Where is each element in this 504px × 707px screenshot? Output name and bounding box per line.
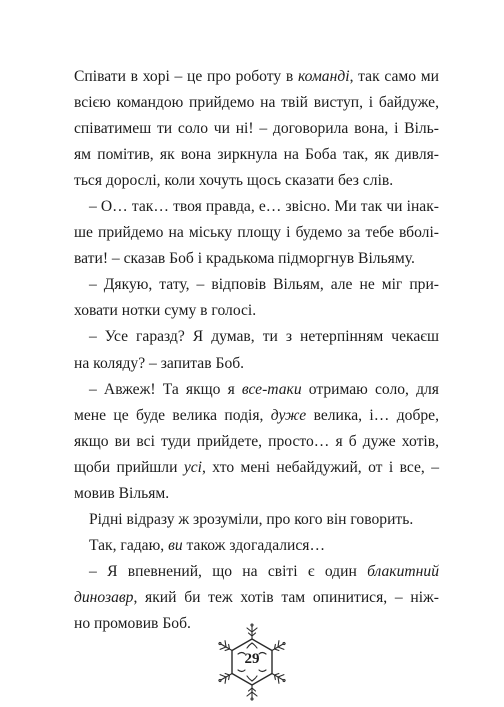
text-segment: ям помітив, як вона зиркнула на Боба так, як дивля-	[74, 146, 439, 164]
italic-text: дуже	[270, 406, 307, 424]
text-segment: мене це буде велика подія,	[74, 406, 271, 424]
text-segment: ше прийдемо на міську площу і будемо за тебе вболі-	[74, 224, 439, 242]
italic-text: блакитний	[367, 562, 439, 580]
italic-text: динозавр	[74, 588, 134, 606]
text-segment: мовив Вільям.	[74, 484, 170, 502]
text-segment: щоби прийшли	[74, 458, 184, 476]
text-segment: , який би теж хотів там опинитися, – ніж-	[133, 588, 439, 606]
text-segment: ховати нотки суму в голосі.	[74, 302, 257, 320]
text-segment: також здогадалися…	[182, 536, 326, 554]
text-segment: співатимеш ти соло чи ні! – договорила вона, і Віль-	[74, 120, 439, 138]
text-line	[74, 429, 439, 455]
body-text	[74, 64, 439, 637]
text-segment: , так само ми	[349, 68, 439, 85]
text-segment: Рідні відразу ж зрозуміли, про кого він говорить.	[89, 510, 414, 528]
text-line	[74, 507, 439, 533]
text-segment: ться дорослі, коли хочуть щось сказати без слів.	[74, 172, 394, 190]
text-line	[74, 90, 439, 116]
page-number: 29	[244, 651, 260, 667]
text-line	[74, 533, 439, 559]
text-line	[74, 142, 439, 168]
italic-text: команді	[297, 68, 350, 85]
text-line	[74, 324, 439, 350]
text-segment: Співати в хорі – це про роботу в	[74, 68, 298, 85]
text-line	[74, 168, 439, 194]
text-line	[74, 455, 439, 481]
text-segment: якщо ви всі туди прийдете, просто… я б дуже хотів,	[74, 432, 439, 450]
text-segment: , хто мені небайдужий, от і все, –	[202, 458, 439, 476]
text-line	[74, 481, 439, 507]
text-line	[74, 64, 439, 90]
text-segment: – Авжеж! Та якщо я	[89, 380, 242, 398]
text-line	[74, 272, 439, 298]
text-line	[74, 298, 439, 324]
text-segment: на коляду? – запитав Боб.	[74, 354, 245, 372]
text-line	[74, 403, 439, 429]
text-segment: велика, і… добре,	[306, 406, 440, 424]
italic-text: усі	[183, 458, 203, 476]
text-line	[74, 116, 439, 142]
text-segment: отримаю соло, для	[301, 380, 439, 398]
text-line	[74, 351, 439, 377]
text-line	[74, 559, 439, 585]
text-segment: но промовив Боб.	[74, 614, 191, 632]
italic-text: все-таки	[241, 380, 302, 398]
text-segment: – Дякую, тату, – відповів Вільям, але не міг при-	[89, 276, 439, 294]
italic-text: ви	[168, 536, 183, 554]
text-segment: – Я впевнений, що на світі є один	[89, 562, 368, 580]
text-line	[74, 377, 439, 403]
text-segment: вати! – сказав Боб і крадькома підморгнув Вільяму.	[74, 250, 415, 268]
text-segment: – О… так… твоя правда, е… звісно. Ми так чи інак-	[89, 198, 439, 216]
text-segment: всією командою прийдемо на твій виступ, і байдуже,	[74, 94, 439, 112]
text-line	[74, 585, 439, 611]
text-segment: Так, гадаю,	[89, 536, 169, 554]
text-segment: – Усе гаразд? Я думав, ти з нетерпінням чекаєш	[89, 328, 439, 346]
text-line	[74, 246, 439, 272]
text-line	[74, 194, 439, 220]
page-number-ornament	[212, 622, 292, 702]
text-line	[74, 220, 439, 246]
